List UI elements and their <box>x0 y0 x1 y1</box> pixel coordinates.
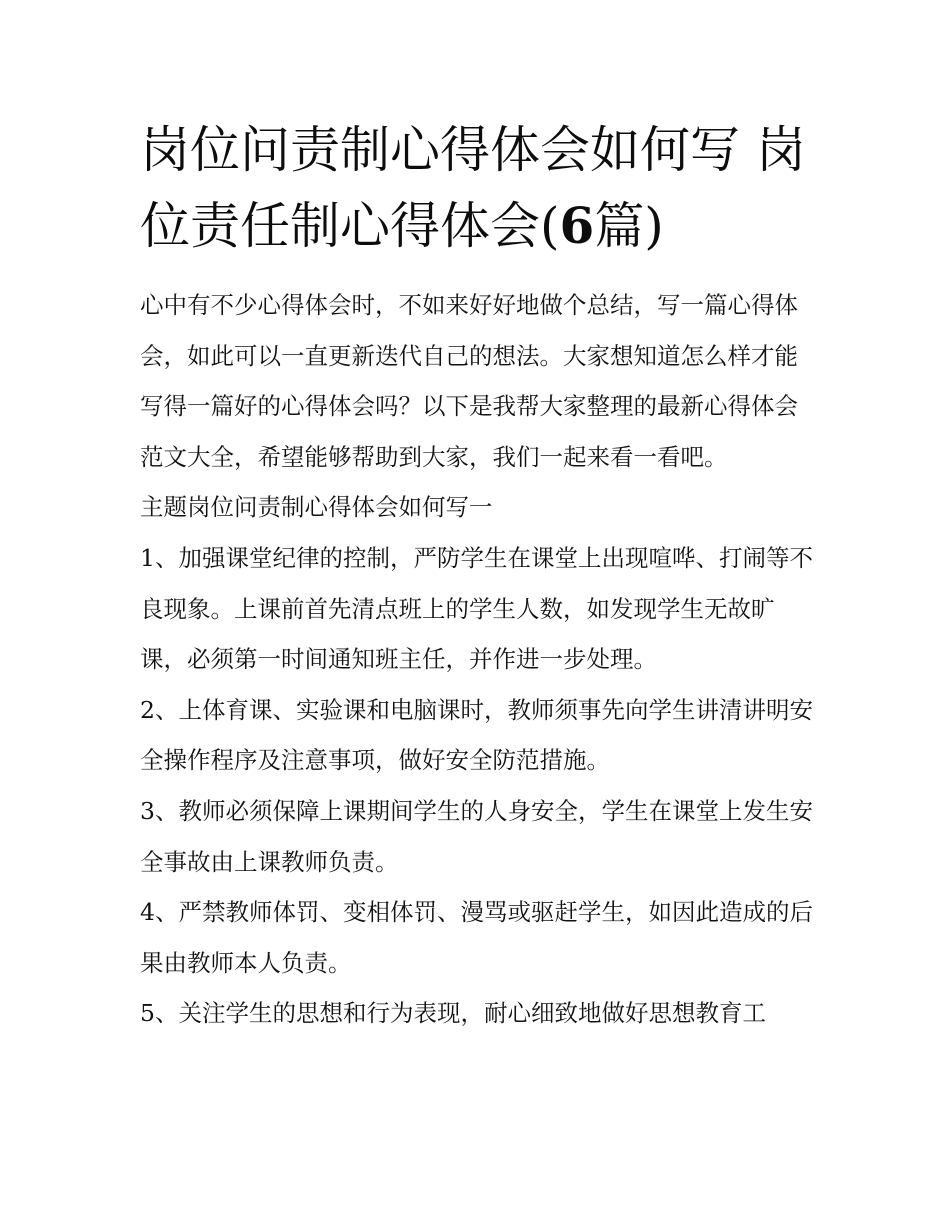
list-item-1: 1、加强课堂纪律的控制，严防学生在课堂上出现喧哗、打闹等不良现象。上课前首先清点班上的学生人数，如发现学生无故旷课，必须第一时间通知班主任，并作进一步处理。 <box>140 543 813 674</box>
page-title <box>140 112 820 264</box>
intro-paragraph: 心中有不少心得体会时，不如来好好地做个总结，写一篇心得体会，如此可以一直更新迭代自己的想法。大家想知道怎么样才能写得一篇好的心得体会吗？以下是我帮大家整理的最新心得体会范文大全，希望能够帮助到大家，我们一起来看一看吧。 <box>140 291 798 471</box>
title-text-part1: 岗位问责制心得体会如何写 岗位责任制心得体会( <box>140 121 806 255</box>
list-item-2: 2、上体育课、实验课和电脑课时，教师须事先向学生讲清讲明安全操作程序及注意事项，做好安全防范措施。 <box>140 695 813 775</box>
title-text-part2: 篇) <box>594 197 664 255</box>
section-heading: 主题岗位问责制心得体会如何写一 <box>140 493 493 522</box>
list-item-3: 3、教师必须保障上课期间学生的人身安全，学生在课堂上发生安全事故由上课教师负责。 <box>140 796 813 876</box>
list-item-4: 4、严禁教师体罚、变相体罚、漫骂或驱赶学生，如因此造成的后果由教师本人负责。 <box>140 898 813 977</box>
title-count: 6 <box>559 196 595 255</box>
document-body <box>140 280 820 1039</box>
list-item-5: 5、关注学生的思想和行为表现，耐心细致地做好思想教育工 <box>140 999 766 1028</box>
